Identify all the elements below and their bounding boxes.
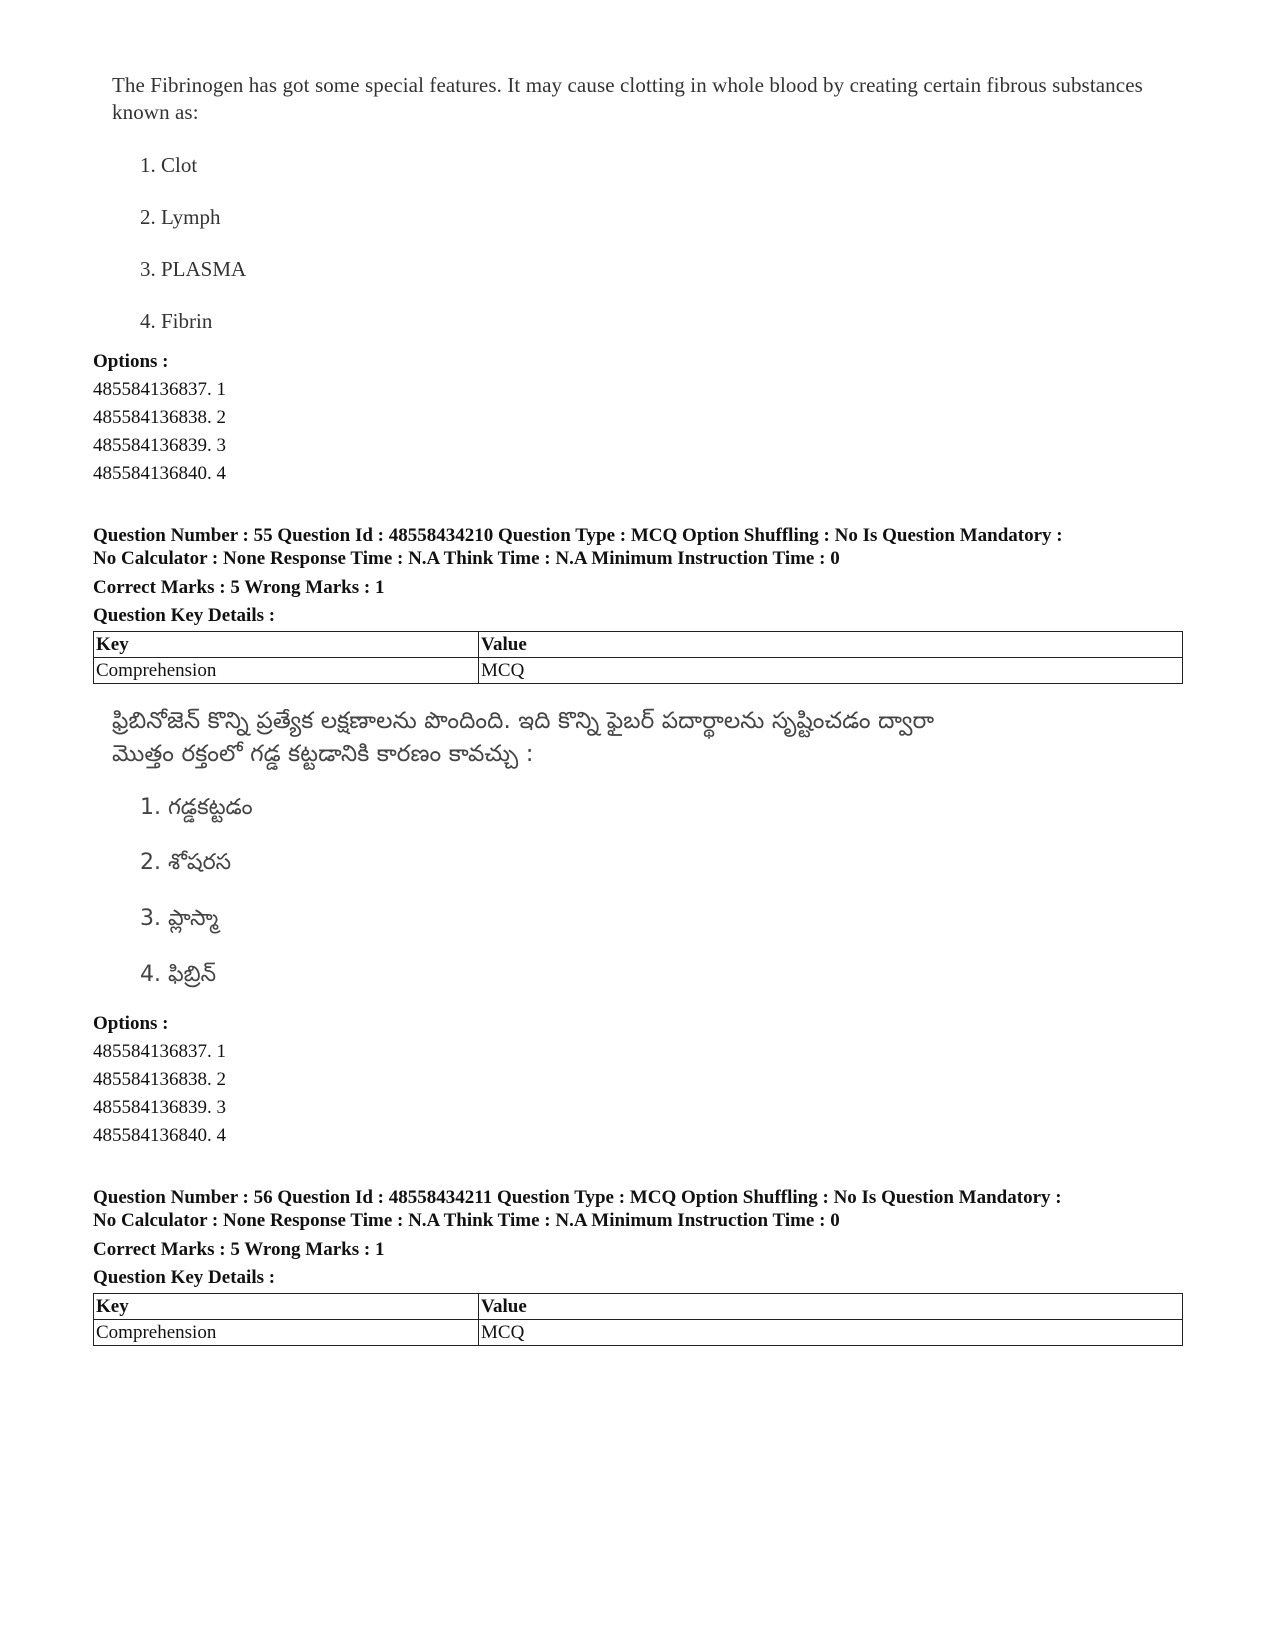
table-header-key: Key [94,1294,479,1320]
question-55-stem-line-2: మొత్తం రక్తంలో గడ్డ కట్టడానికి కారణం కావచ్చు : [112,741,534,767]
options-label: Options : [93,351,169,372]
question-56-key-table [93,1293,1183,1346]
question-55-choice-4: 4. ఫిబ్రిన్ [140,962,217,987]
options-label: Options : [93,1013,169,1034]
table-header-key: Key [94,632,479,658]
question-54-choice-3: 3. PLASMA [140,257,247,281]
option-line: 485584136837. 1 [93,1041,226,1062]
option-line: 485584136839. 3 [93,1097,226,1118]
question-55-meta [93,524,1183,630]
question-56-meta-line-1: Question Number : 56 Question Id : 48558434211 Question Type : MCQ Option Shuffling : No Is Question Mandatory : [93,1187,1062,1208]
question-54-image-block [112,72,1172,333]
question-55-options [93,1010,226,1150]
table-cell-value: MCQ [479,1320,1183,1346]
question-54-choice-1: 1. Clot [140,153,198,177]
table-cell-key: Comprehension [94,1320,479,1346]
table-header-value: Value [479,1294,1183,1320]
option-line: 485584136839. 3 [93,435,226,456]
question-54-choice-4: 4. Fibrin [140,309,213,333]
question-55-key-details-label: Question Key Details : [93,605,276,626]
question-55-marks: Correct Marks : 5 Wrong Marks : 1 [93,577,385,598]
question-55-meta-line-1: Question Number : 55 Question Id : 48558434210 Question Type : MCQ Option Shuffling : No Is Question Mandatory : [93,525,1063,546]
option-line: 485584136840. 4 [93,463,226,484]
question-55-choice-3: 3. ప్లాస్మా [140,906,219,931]
question-54-options [93,348,226,488]
question-56-meta-line-2: No Calculator : None Response Time : N.A Think Time : N.A Minimum Instruction Time : 0 [93,1210,840,1231]
question-56-key-details-label: Question Key Details : [93,1267,276,1288]
question-56-marks: Correct Marks : 5 Wrong Marks : 1 [93,1239,385,1260]
question-55-meta-line-2: No Calculator : None Response Time : N.A Think Time : N.A Minimum Instruction Time : 0 [93,548,840,569]
table-cell-value: MCQ [479,658,1183,684]
question-55-image-block [112,705,1172,987]
table-header-row [94,1294,1183,1320]
option-line: 485584136837. 1 [93,379,226,400]
question-55-key-table [93,631,1183,684]
table-header-value: Value [479,632,1183,658]
question-55-choice-2: 2. శోషరస [140,850,232,875]
table-header-row [94,632,1183,658]
table-row [94,658,1183,684]
question-56-meta [93,1186,1183,1292]
question-54-stem: The Fibrinogen has got some special features. It may cause clotting in whole blood by creating certain fibrous substances known as: [112,73,1143,124]
question-55-choice-1: 1. గడ్డకట్టడం [140,795,253,820]
question-54-choice-2: 2. Lymph [140,205,221,229]
option-line: 485584136838. 2 [93,407,226,428]
table-cell-key: Comprehension [94,658,479,684]
question-55-stem-line-1: ఫ్రిబినోజెన్ కొన్ని ప్రత్యేక లక్షణాలను పొందింది. ఇది కొన్ని ఫైబర్ పదార్థాలను సృష్టించడం ద్వారా [112,708,935,734]
table-row [94,1320,1183,1346]
option-line: 485584136838. 2 [93,1069,226,1090]
option-line: 485584136840. 4 [93,1125,226,1146]
